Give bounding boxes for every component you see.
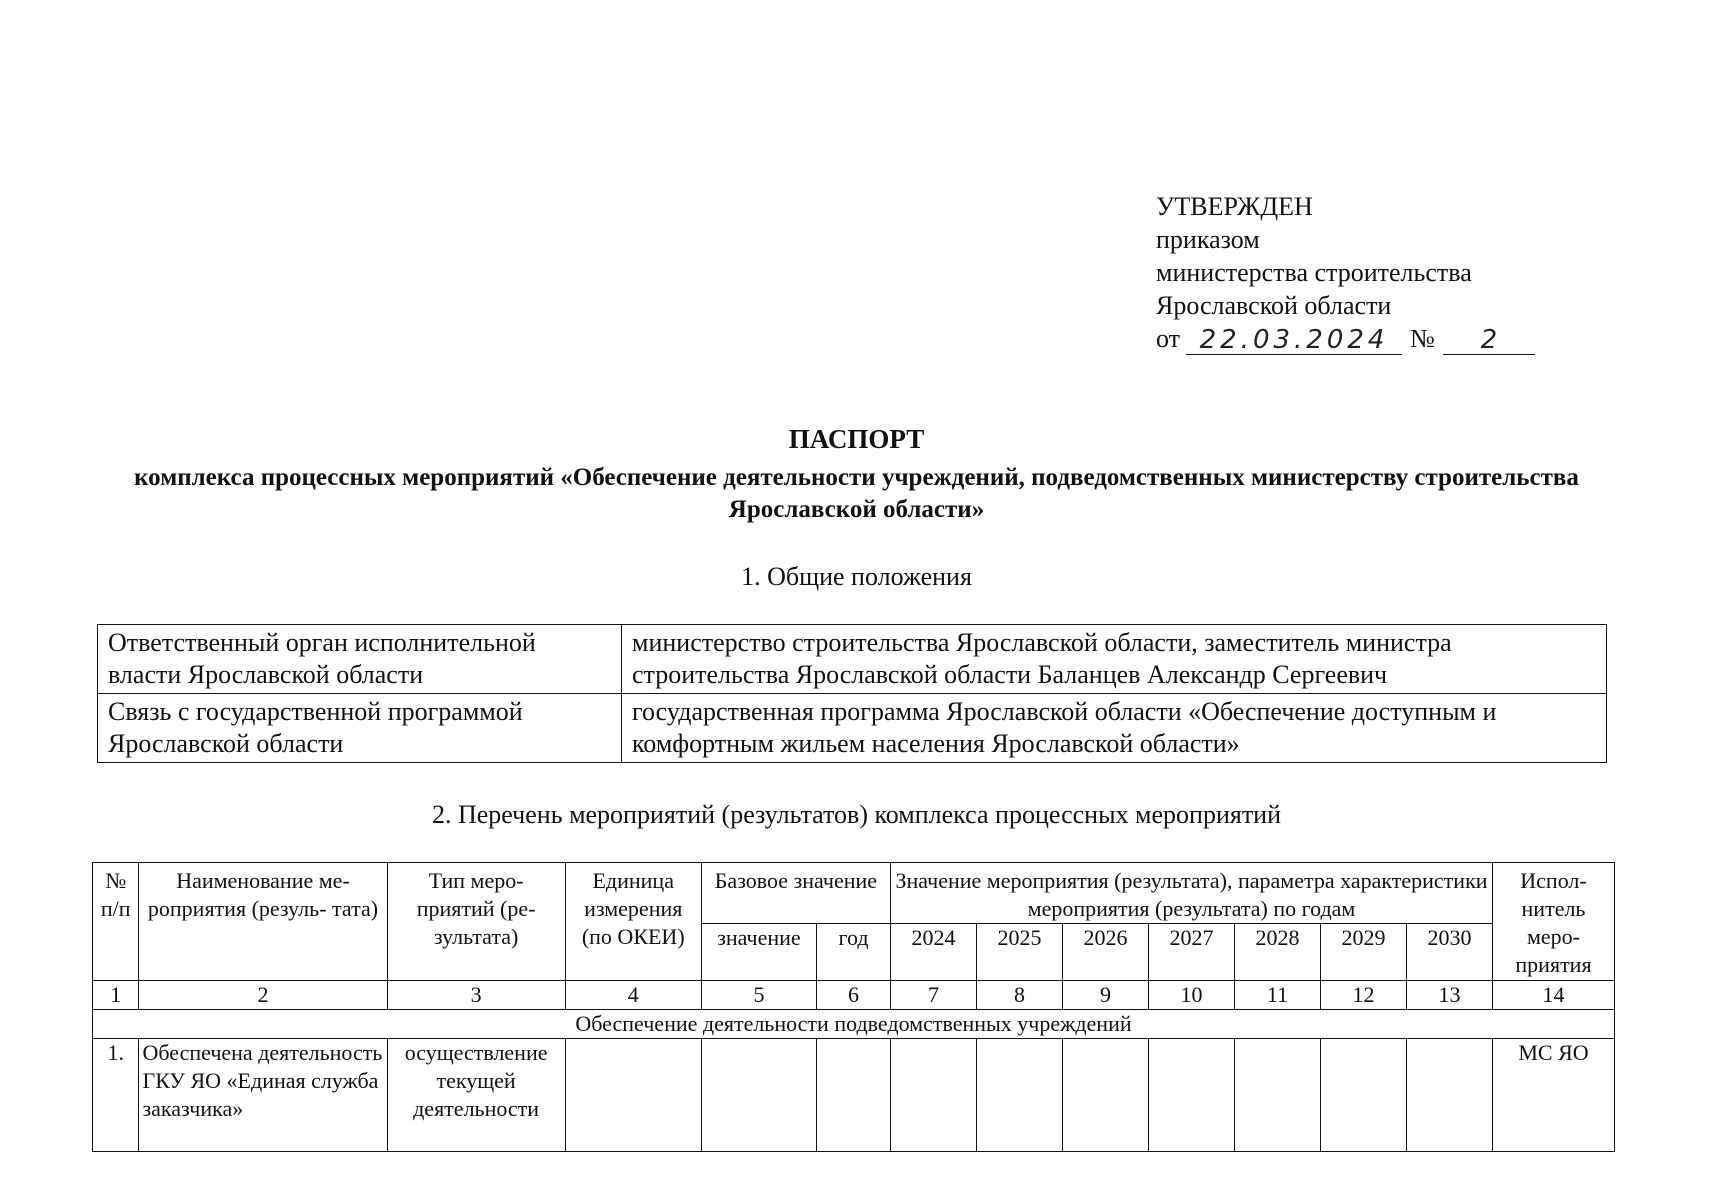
row-year-value xyxy=(1321,1039,1407,1152)
page-subtitle: комплекса процессных мероприятий «Обеспечение деятельности учреждений, подведомственных министерству строительства Ярославской области» xyxy=(134,464,1579,523)
row-name: Обеспечена деятельность ГКУ ЯО «Единая служба заказчика» xyxy=(139,1039,387,1152)
header-type: Тип меро- приятий (ре- зультата) xyxy=(387,863,565,981)
table-header-row xyxy=(93,863,1615,924)
column-number: 8 xyxy=(977,981,1063,1010)
column-number: 2 xyxy=(139,981,387,1010)
header-year: 2028 xyxy=(1235,924,1321,981)
column-number: 3 xyxy=(387,981,565,1010)
column-number: 7 xyxy=(891,981,977,1010)
page-title: ПАСПОРТ xyxy=(788,424,925,454)
row-executor: МС ЯО xyxy=(1493,1039,1615,1152)
general-key: Ответственный орган исполнительной власти Ярославской области xyxy=(98,625,622,694)
row-year-value xyxy=(977,1039,1063,1152)
column-number: 6 xyxy=(817,981,891,1010)
group-row xyxy=(93,1010,1615,1039)
activities-table xyxy=(92,862,1615,1152)
row-year-value xyxy=(891,1039,977,1152)
column-number: 14 xyxy=(1493,981,1615,1010)
row-year-value xyxy=(1407,1039,1493,1152)
row-base-year xyxy=(817,1039,891,1152)
header-values: Значение мероприятия (результата), параметра характеристики мероприятия (результата) по годам xyxy=(891,863,1493,924)
general-value: государственная программа Ярославской области «Обеспечение доступным и комфортным жильем населения Ярославской области» xyxy=(622,694,1607,763)
column-numbers-row xyxy=(93,981,1615,1010)
header-base: Базовое значение xyxy=(701,863,890,924)
header-year: 2029 xyxy=(1321,924,1407,981)
column-number: 1 xyxy=(93,981,139,1010)
approval-date-line xyxy=(1156,322,1616,355)
general-value: министерство строительства Ярославской области, заместитель министра строительства Ярославской области Баланцев Александр Сергеевич xyxy=(622,625,1607,694)
column-number: 4 xyxy=(565,981,701,1010)
row-year-value xyxy=(1063,1039,1149,1152)
column-number: 13 xyxy=(1407,981,1493,1010)
header-name: Наименование ме- роприятия (резуль- тата) xyxy=(139,863,387,981)
table-row xyxy=(98,694,1607,763)
approval-from-label: от xyxy=(1156,324,1181,353)
header-year: 2030 xyxy=(1407,924,1493,981)
column-number: 5 xyxy=(701,981,816,1010)
header-executor: Испол- нитель меро- приятия xyxy=(1493,863,1615,981)
header-year: 2025 xyxy=(977,924,1063,981)
header-base-value: значение xyxy=(701,924,816,981)
header-year: 2027 xyxy=(1149,924,1235,981)
approval-stamp-block xyxy=(1156,190,1616,355)
row-year-value xyxy=(1235,1039,1321,1152)
column-number: 10 xyxy=(1149,981,1235,1010)
column-number: 11 xyxy=(1235,981,1321,1010)
section1-title: 1. Общие положения xyxy=(741,562,972,591)
row-unit xyxy=(565,1039,701,1152)
column-number: 9 xyxy=(1063,981,1149,1010)
section2-title: 2. Перечень мероприятий (результатов) комплекса процессных мероприятий xyxy=(431,800,1282,829)
table-row xyxy=(98,625,1607,694)
column-number: 12 xyxy=(1321,981,1407,1010)
row-year-value xyxy=(1149,1039,1235,1152)
approval-date: 22.03.2024 xyxy=(1186,326,1402,355)
approval-number-label: № xyxy=(1410,324,1435,353)
approval-number: 2 xyxy=(1443,326,1535,355)
group-title: Обеспечение деятельности подведомственных учреждений xyxy=(93,1010,1615,1039)
header-base-year: год xyxy=(817,924,891,981)
general-key: Связь с государственной программой Ярославской области xyxy=(98,694,622,763)
row-base-value xyxy=(701,1039,816,1152)
table-row xyxy=(93,1039,1615,1152)
approval-order-label: приказом xyxy=(1156,225,1260,254)
approval-region: Ярославской области xyxy=(1156,291,1392,320)
row-num: 1. xyxy=(93,1039,139,1152)
header-year: 2024 xyxy=(891,924,977,981)
header-num: № п/п xyxy=(93,863,139,981)
general-provisions-table xyxy=(97,624,1607,763)
header-unit: Единица измерения (по ОКЕИ) xyxy=(565,863,701,981)
approval-heading: УТВЕРЖДЕН xyxy=(1156,192,1313,221)
row-type: осуществление текущей деятельности xyxy=(387,1039,565,1152)
approval-ministry: министерства строительства xyxy=(1156,258,1472,287)
header-year: 2026 xyxy=(1063,924,1149,981)
